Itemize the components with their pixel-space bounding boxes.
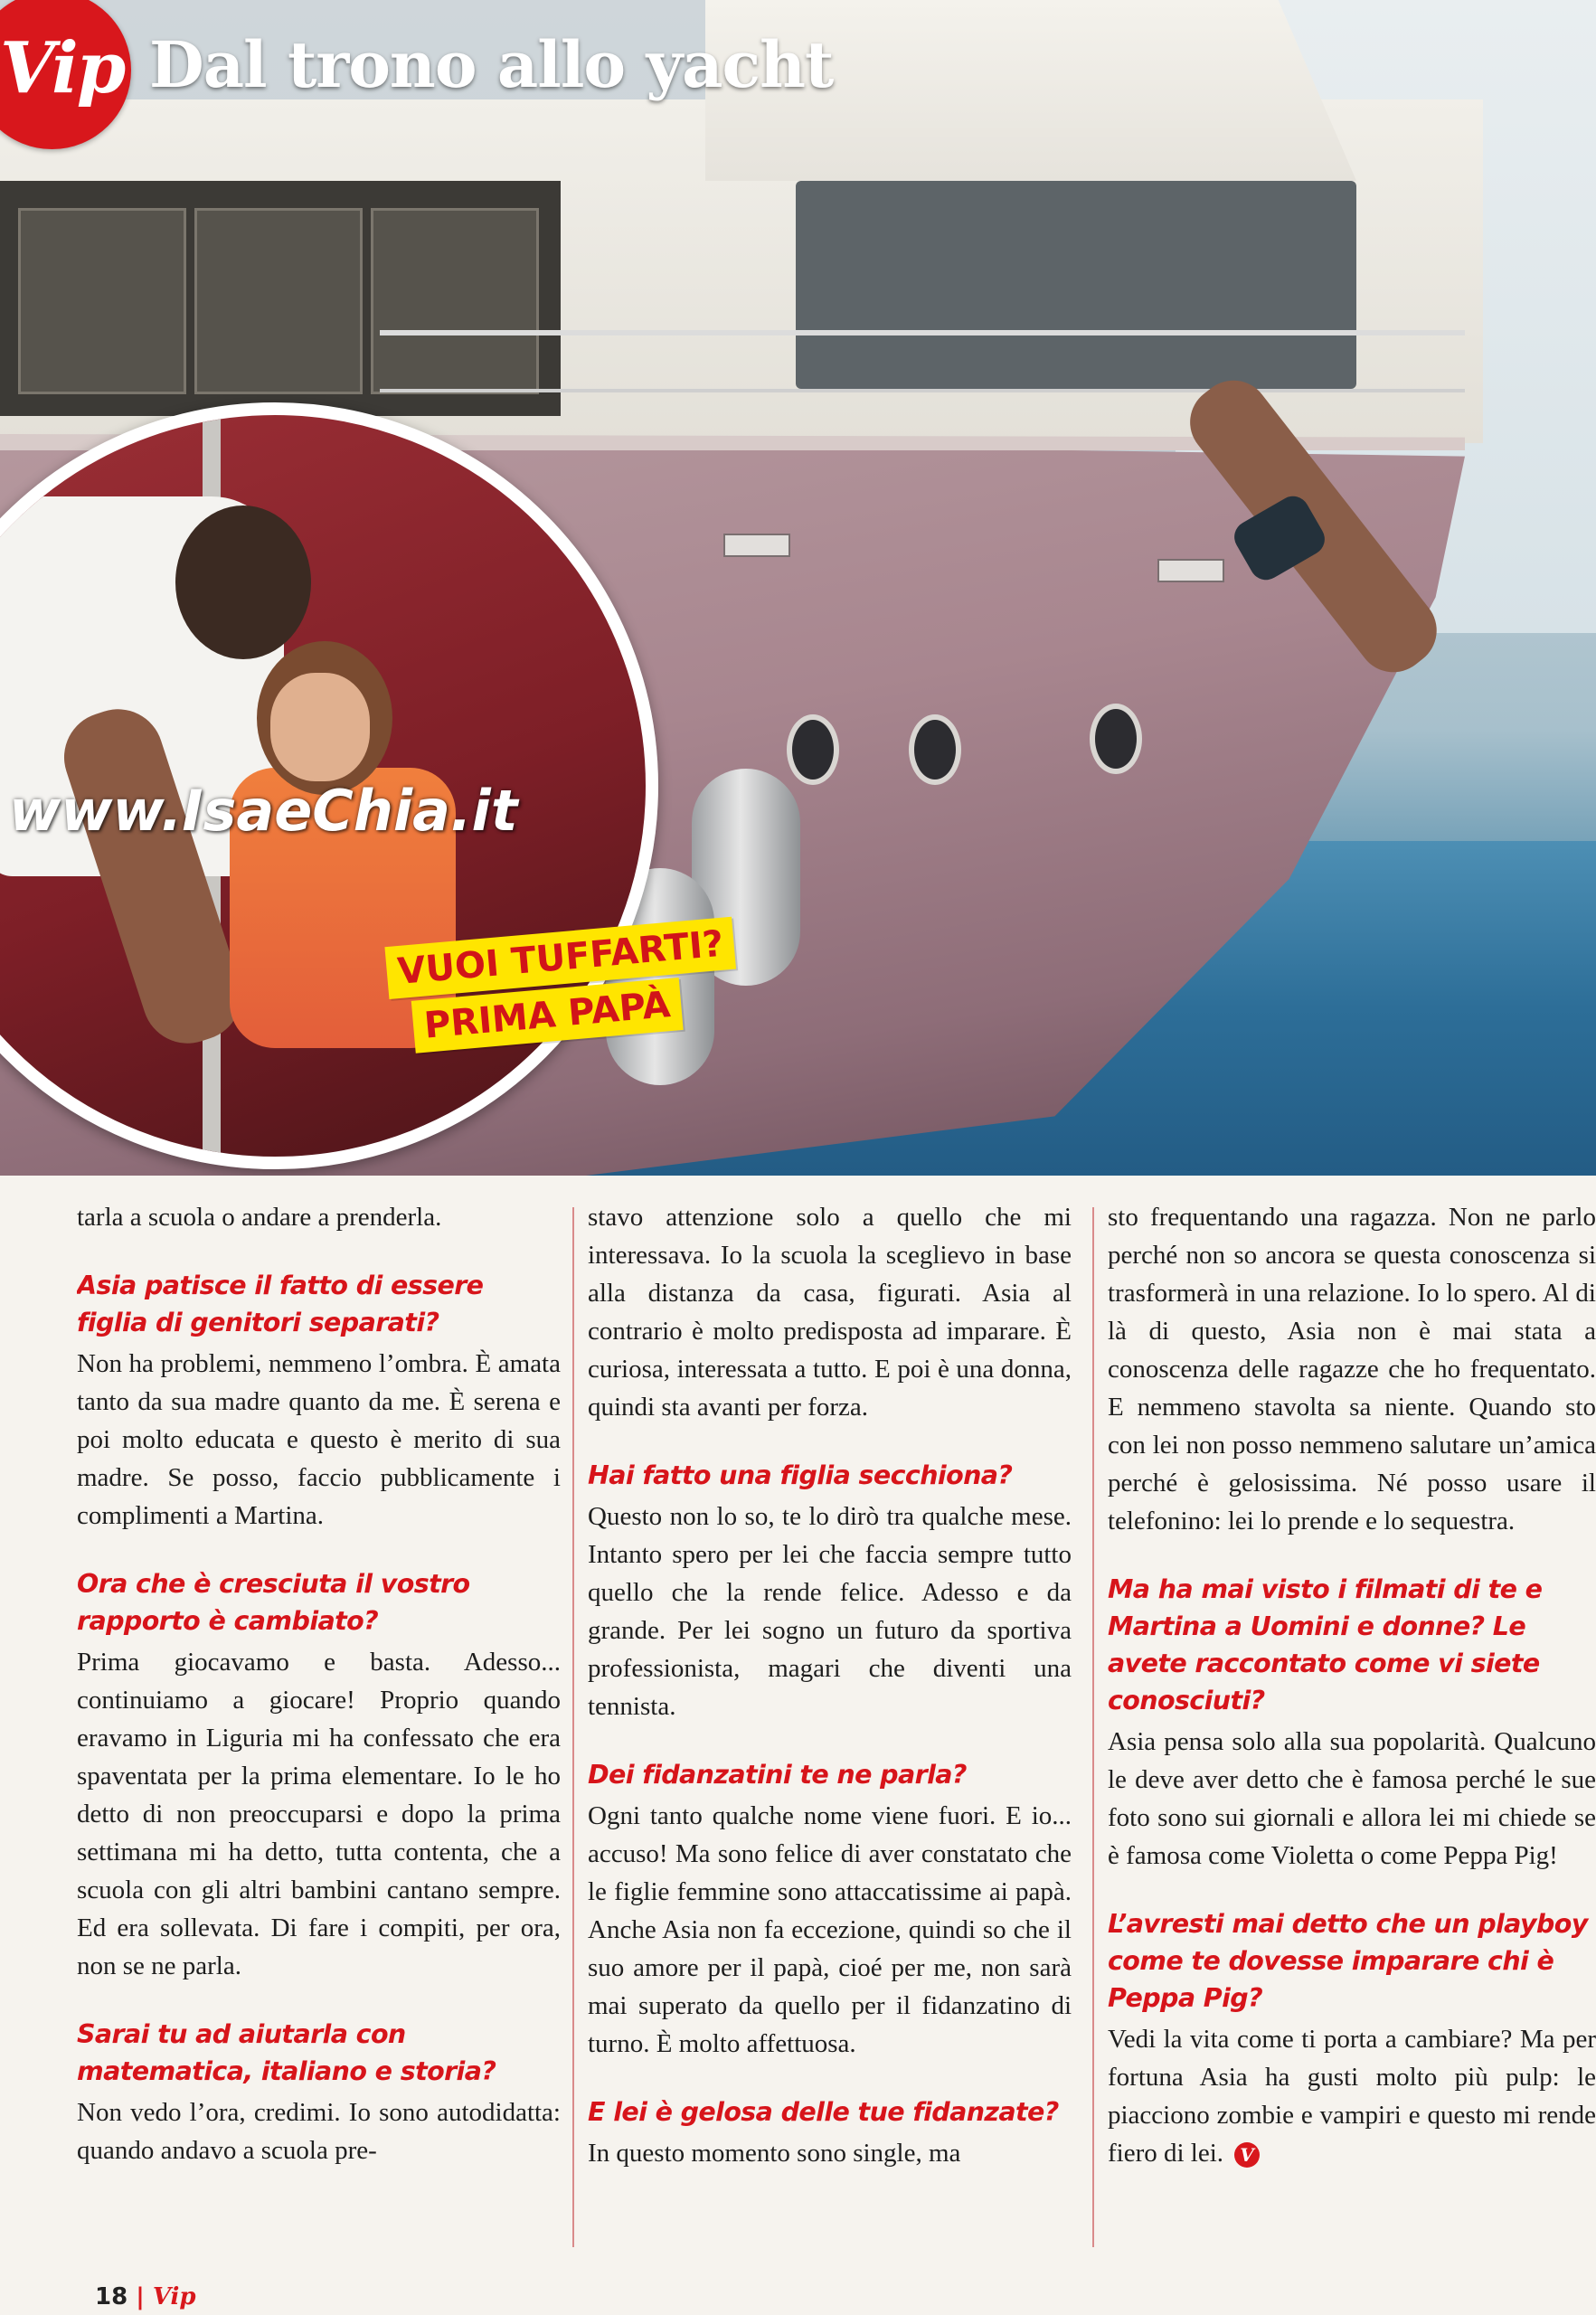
answer-text: Asia pensa solo alla sua popolarità. Qualcuno le deve aver detto che è famosa perché le sue foto sono sui giornali e allora lei mi chiede se è famosa come Violetta o come Peppa Pig! <box>1108 1727 1596 1870</box>
answer-text: Ogni tanto qualche nome viene fuori. E io... accuso! Ma sono felice di aver constatato che le figlie femmine sono attaccatissime ai papà. Anche Asia non fa eccezione, quindi so che il suo amore per il papà, cioé per me, non sarà mai superato da quello per il fidanzatino di turno. È molto affettuosa. <box>588 1801 1072 2058</box>
answer-text: Non vedo l’ora, credimi. Io sono autodidatta: quando andavo a scuola pre- <box>77 2098 561 2165</box>
question-heading: Sarai tu ad aiutarla con matematica, italiano e storia? <box>77 2019 496 2086</box>
article-column-3 <box>1108 1198 1596 2261</box>
column-divider <box>1092 1207 1094 2247</box>
inset-girl-face <box>270 673 370 781</box>
porthole <box>1090 704 1142 774</box>
answer-text: Questo non lo so, te lo dirò tra qualche mese. Intanto spero per lei che faccia sempre tutto quello che la rende felice. Adesso e da grande. Per lei sogno un futuro da sportiva professionista, magari che diventi una tennista. <box>588 1502 1072 1721</box>
porthole <box>909 714 961 785</box>
page-title: Dal trono allo yacht <box>149 27 834 102</box>
inset-father-head <box>175 506 311 659</box>
article-body <box>72 1198 1596 2283</box>
yacht-railing <box>380 330 1465 335</box>
question-heading: Asia patisce il fatto di essere figlia di genitori separati? <box>77 1271 484 1337</box>
answer-text-content: Vedi la vita come ti porta a cambiare? Ma per fortuna Asia ha gusti molto più pulp: le piacciono zombie e vampiri e questo mi rende fiero di lei. <box>1108 2025 1596 2168</box>
answer-text: sto frequentando una ragazza. Non ne parlo perché non so ancora se questa conoscenza si trasformerà in una relazione. Io lo spero. Al di là di questo, Asia non è mai stata a conoscenza delle ragazze che ho frequentato. E nemmeno stavolta sa niente. Quando sto con lei non posso nemmeno salutare un’amica perché è gelosissima. Né posso usare il telefonino: lei lo prende e lo sequestra. <box>1108 1203 1596 1535</box>
answer-text: stavo attenzione solo a quello che mi interessava. Io la scuola la sceglievo in base alla distanza da casa, figurati. Asia al contrario è molto predisposta ad imparare. È curiosa, interessata a tutto. E poi è una donna, quindi sta avanti per forza. <box>588 1203 1072 1422</box>
column-divider <box>572 1207 574 2247</box>
end-of-article-mark: V <box>1234 2142 1260 2168</box>
answer-text: Non ha problemi, nemmeno l’ombra. È amata tanto da sua madre quanto da me. È serena e poi molto educata e questo è merito di sua madre. Se posso, faccio pubblicamente i complimenti a Martina. <box>77 1349 561 1530</box>
page-folio <box>95 2283 196 2310</box>
caption-line-2: PRIMA PAPÀ <box>411 978 684 1054</box>
porthole <box>787 714 839 785</box>
yacht-salon-windows <box>0 181 561 416</box>
question-heading: Hai fatto una figlia secchiona? <box>588 1460 1013 1490</box>
answer-text: Prima giocavamo e basta. Adesso... continuiamo a giocare! Proprio quando eravamo in Liguria mi ha confessato che era spaventata per la prima elementare. Io le ho detto di non preoccuparsi e dopo la prima settimana mi ha detto, tutta contenta, che a scuola con gli altri bambini cantano sempre. Ed era sollevata. Di fare i compiti, per ora, non se ne parla. <box>77 1648 561 1980</box>
article-column-2 <box>588 1198 1072 2261</box>
question-heading: Ora che è cresciuta il vostro rapporto è cambiato? <box>77 1569 470 1636</box>
folio-brand: Vip <box>152 2283 196 2310</box>
caption-line-1: VUOI TUFFARTI? <box>384 917 736 999</box>
question-heading: E lei è gelosa delle tue fidanzate? <box>588 2097 1059 2127</box>
watermark: www.IsaeChia.it <box>9 778 518 844</box>
yacht-bridge-windows <box>796 181 1356 389</box>
answer-text <box>1108 2020 1596 2172</box>
page-number: 18 <box>95 2283 128 2310</box>
answer-text: tarla a scuola o andare a prenderla. <box>77 1203 442 1232</box>
question-heading: Ma ha mai visto i filmati di te e Martina a Uomini e donne? Le avete raccontato come vi siete conosciuti? <box>1108 1574 1543 1715</box>
masthead <box>0 0 868 145</box>
answer-text: In questo momento sono single, ma <box>588 2139 961 2168</box>
vip-logo: Vip <box>0 27 125 109</box>
hull-vent <box>1157 559 1224 582</box>
folio-separator: | <box>136 2283 145 2310</box>
question-heading: Dei fidanzatini te ne parla? <box>588 1760 967 1790</box>
question-heading: L’avresti mai detto che un playboy come te dovesse imparare chi è Peppa Pig? <box>1108 1909 1588 2013</box>
yacht-railing-lower <box>380 389 1465 392</box>
article-column-1 <box>77 1198 561 2261</box>
hull-vent <box>723 534 790 557</box>
